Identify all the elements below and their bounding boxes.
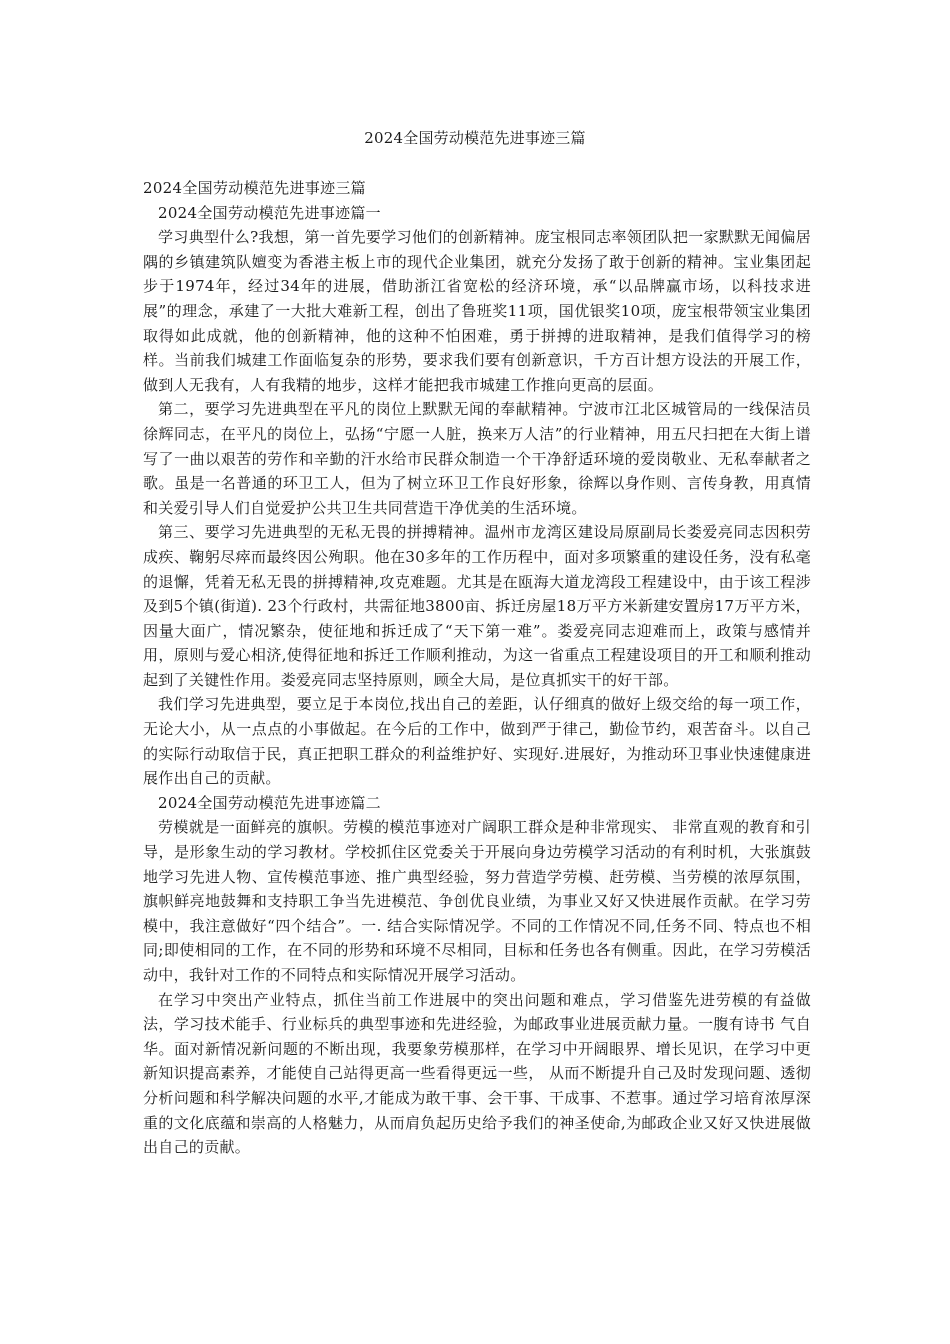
section-1-title: 2024全国劳动模范先进事迹篇一: [158, 203, 381, 222]
document-heading: 2024全国劳动模范先进事迹三篇: [143, 179, 366, 197]
section-2-paragraph: 劳模就是一面鲜亮的旗帜。劳模的模范事迹对广阔职工群众是种非常现实、 非常直观的教育和引导，是形象生动的学习教材。学校抓住区党委关于开展向身边劳模学习活动的有利时机，大张旗鼓地学习先进人物、宣传模范事迹、推广典型经验，努力营造学劳模、赶劳模、当劳模的浓厚氛围，旗帜鲜亮地鼓舞和支持职工争当先进模范、争创优良业绩，为事业又好又快进展作贡献。在学习劳模中，我注意做好“四个结合”。一. 结合实际情况学。不同的工作情况不同,任务不同、特点也不相同;即使相同的工作，在不同的形势和环境不尽相同，目标和任务也各有侧重。因此，在学习劳模活动中，我针对工作的不同特点和实际情况开展学习活动。: [143, 818, 811, 984]
section-1-paragraph: 第二，要学习先进典型在平凡的岗位上默默无闻的奉献精神。宁波市江北区城管局的一线保洁员徐辉同志，在平凡的岗位上，弘扬“宁愿一人脏，换来万人洁”的行业精神，用五尺扫把在大街上谱写了一曲以艰苦的劳作和辛勤的汗水给市民群众制造一个干净舒适环境的爱岗敬业、无私奉献者之歌。虽是一名普通的环卫工人，但为了树立环卫工作良好形象，徐辉以身作则、言传身教，用真情和关爱引导人们自觉爱护公共卫生共同营造干净优美的生活环境。: [143, 400, 811, 517]
document-title: 2024全国劳动模范先进事迹三篇: [364, 129, 586, 147]
section-1-paragraph: 第三、要学习先进典型的无私无畏的拼搏精神。温州市龙湾区建设局原副局长娄爱亮同志因积劳成疾、鞠躬尽瘁而最终因公殉职。他在30多年的工作历程中，面对多项繁重的建设任务，没有私毫的退懈，凭着无私无畏的拼搏精神,攻克难题。尤其是在瓯海大道龙湾段工程建设中，由于该工程涉及到5个镇(街道). 23个行政村，共需征地3800亩、拆迁房屋18万平方米新建安置房17万平方米，因量大面广，情况繁杂，使征地和拆迁成了“天下第一难”。娄爱亮同志迎难而上，政策与感情并用，原则与爱心相济,使得征地和拆迁工作顺利推动，为这一省重点工程建设项目的开工和顺利推动起到了关键性作用。娄爱亮同志坚持原则，顾全大局，是位真抓实干的好干部。: [143, 523, 811, 689]
section-2-title: 2024全国劳动模范先进事迹篇二: [158, 793, 381, 812]
section-1-paragraph: 我们学习先进典型，要立足于本岗位,找出自己的差距，认仔细真的做好上级交给的每一项工作，无论大小，从一点点的小事做起。在今后的工作中，做到严于律己，勤俭节约，艰苦奋斗。以自己的实际行动取信于民，真正把职工群众的利益维护好、实现好.进展好，为推动环卫事业快速健康进展作出自己的贡献。: [143, 695, 811, 788]
section-1-paragraph: 学习典型什么?我想，第一首先要学习他们的创新精神。庞宝根同志率领团队把一家默默无闻偏居隅的乡镇建筑队嬗变为香港主板上市的现代企业集团，就充分发扬了敢于创新的精神。宝业集团起步于1974年，经过34年的进展，借助浙江省宽松的经济环境，承“以品牌赢市场，以科技求进展”的理念，承建了一大批大难新工程，创出了鲁班奖11项，国优银奖10项，庞宝根带领宝业集团取得如此成就，他的创新精神，他的这种不怕困难，勇于拼搏的进取精神，是我们值得学习的榜样。当前我们城建工作面临复杂的形势，要求我们要有创新意识，千方百计想方设法的开展工作，做到人无我有，人有我精的地步，这样才能把我市城建工作推向更高的层面。: [143, 228, 811, 394]
document-body: [143, 176, 811, 1160]
section-2-paragraph: 在学习中突出产业特点，抓住当前工作进展中的突出问题和难点，学习借鉴先进劳模的有益做法，学习技术能手、行业标兵的典型事迹和先进经验，为邮政事业进展贡献力量。一腹有诗书 气自华。面对新情况新问题的不断出现，我要象劳模那样，在学习中开阔眼界、增长见识，在学习中更新知识提高素养，才能使自己站得更高一些看得更远一些， 从而不断提升自己及时发现问题、透彻分析问题和科学解决问题的水平,才能成为敢干事、会干事、干成事、不惹事。通过学习培育浓厚深重的文化底蕴和崇高的人格魅力，从而肩负起历史给予我们的神圣使命,为邮政企业又好又快进展做出自己的贡献。: [143, 990, 811, 1157]
